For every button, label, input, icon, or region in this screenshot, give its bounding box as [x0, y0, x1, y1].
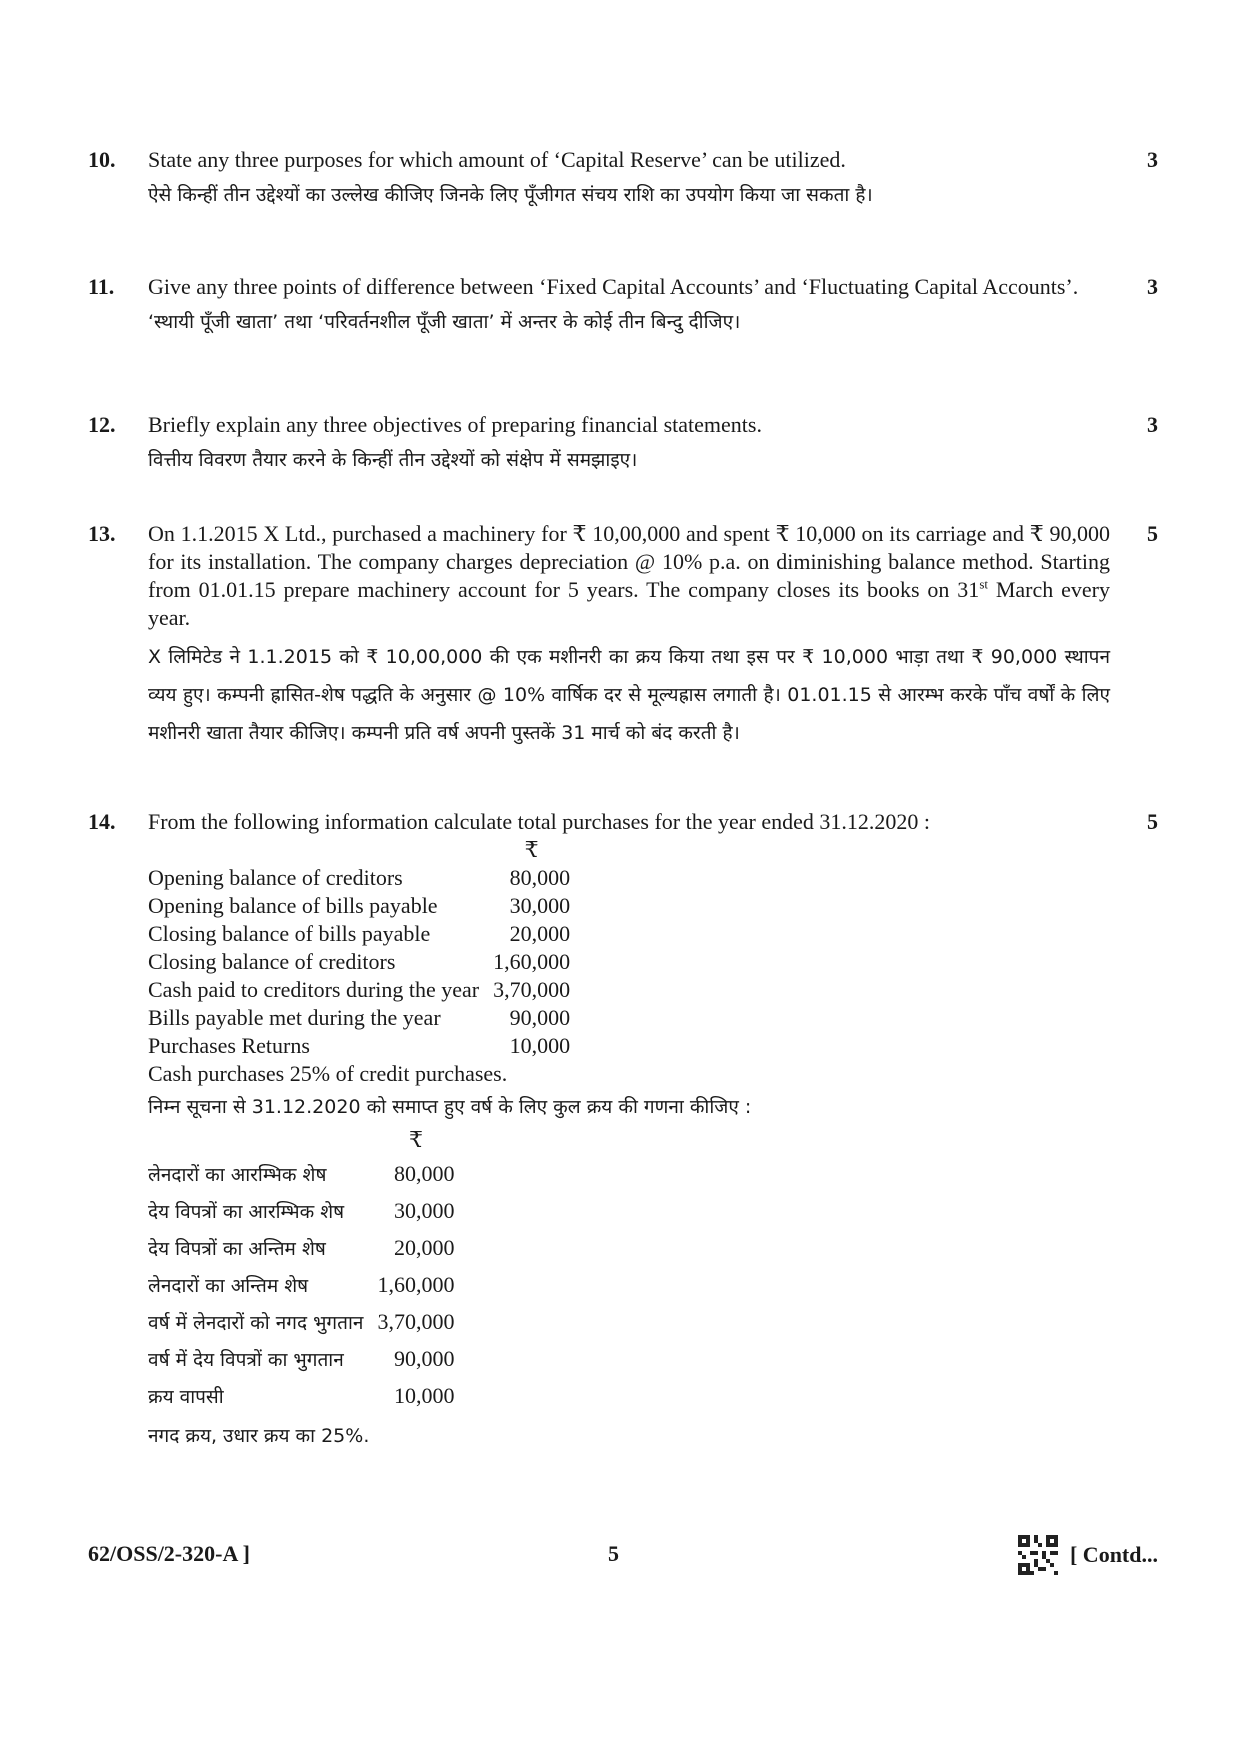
- table-row: [148, 1193, 454, 1230]
- row-label: क्रय वापसी: [148, 1386, 224, 1408]
- currency-symbol: ₹: [408, 1127, 423, 1152]
- question-number: 14.: [88, 809, 116, 834]
- row-amount: 3,70,000: [493, 977, 571, 1002]
- row-amount: 20,000: [393, 1235, 455, 1260]
- row-label: Opening balance of bills payable: [148, 893, 438, 918]
- row-amount: 1,60,000: [493, 949, 571, 974]
- row-amount: 30,000: [509, 893, 571, 918]
- question-11: [88, 273, 1158, 339]
- row-label: वर्ष में लेनदारों को नगद भुगतान: [148, 1312, 364, 1334]
- table-row: [148, 1032, 570, 1060]
- question-marks: 5: [1147, 521, 1158, 546]
- table-row: [148, 892, 570, 920]
- data-table-hindi: [148, 1124, 454, 1415]
- table-row: [148, 948, 570, 976]
- question-text-english: [148, 520, 1110, 632]
- paper-code: 62/OSS/2-320-A ]: [88, 1541, 250, 1566]
- row-amount: 80,000: [393, 1161, 455, 1186]
- question-number: 12.: [88, 412, 116, 437]
- qr-code-icon: [1018, 1535, 1058, 1575]
- page-number: 5: [608, 1541, 619, 1566]
- row-amount: 10,000: [509, 1033, 571, 1058]
- continued-label: [ Contd...: [1069, 1542, 1158, 1567]
- row-amount: 1,60,000: [377, 1272, 455, 1297]
- question-text-english-main: On 1.1.2015 X Ltd., purchased a machinery for ₹ 10,00,000 and spent ₹ 10,000 on its carriage and ₹ 90,000 for its installation. The company charges depreciation @ 10% p.a. on diminishing balance method. Starting from 01.01.15 prepare machinery account for 5 years. The company closes its books on 31: [148, 521, 1110, 602]
- question-text-hindi: ‘स्थायी पूँजी खाता’ तथा ‘परिवर्तनशील पूँजी खाता’ में अन्तर के कोई तीन बिन्दु दीजिए।: [148, 311, 741, 333]
- row-label: लेनदारों का अन्तिम शेष: [148, 1275, 309, 1297]
- table-row: [148, 1004, 570, 1032]
- question-14: [88, 808, 1158, 1453]
- question-marks: 3: [1147, 412, 1158, 437]
- row-label: Bills payable met during the year: [148, 1005, 441, 1030]
- question-13: [88, 520, 1158, 752]
- question-text-english: Give any three points of difference between ‘Fixed Capital Accounts’ and ‘Fluctuating Capital Accounts’.: [148, 274, 1079, 299]
- note-english: Cash purchases 25% of credit purchases.: [148, 1061, 508, 1086]
- row-label: Opening balance of creditors: [148, 865, 403, 890]
- row-label: लेनदारों का आरम्भिक शेष: [148, 1164, 327, 1186]
- row-amount: 20,000: [509, 921, 571, 946]
- table-row: [148, 1230, 454, 1267]
- row-amount: 3,70,000: [377, 1309, 455, 1334]
- row-label: Closing balance of creditors: [148, 949, 396, 974]
- row-label: देय विपत्रों का अन्तिम शेष: [148, 1238, 326, 1260]
- question-text-hindi: ऐसे किन्हीं तीन उद्देश्यों का उल्लेख कीजिए जिनके लिए पूँजीगत संचय राशि का उपयोग किया जा सकता है।: [148, 184, 873, 206]
- table-row: [148, 1304, 454, 1341]
- table-row: [148, 1378, 454, 1415]
- table-row: [148, 864, 570, 892]
- footer-right: [1018, 1535, 1158, 1575]
- question-number: 13.: [88, 521, 116, 546]
- currency-row: [148, 1124, 454, 1156]
- row-amount: 90,000: [509, 1005, 571, 1030]
- row-amount: 80,000: [509, 865, 571, 890]
- row-amount: 30,000: [393, 1198, 455, 1223]
- question-number: 11.: [88, 274, 115, 299]
- question-10: [88, 146, 1158, 212]
- currency-row: [148, 836, 570, 864]
- table-row: [148, 920, 570, 948]
- table-row: [148, 1267, 454, 1304]
- table-row: [148, 1341, 454, 1378]
- row-label: Purchases Returns: [148, 1033, 310, 1058]
- table-row: [148, 1156, 454, 1193]
- question-text-hindi: X लिमिटेड ने 1.1.2015 को ₹ 10,00,000 की एक मशीनरी का क्रय किया तथा इस पर ₹ 10,000 भाड़ा तथा ₹ 90,000 स्थापन व्यय हुए। कम्पनी ह्रासित-शेष पद्धति के अनुसार @ 10% वार्षिक दर से मूल्यह्रास लगाती है। 01.01.15 से आरम्भ करके पाँच वर्षों के लिए मशीनरी खाता तैयार कीजिए। कम्पनी प्रति वर्ष अपनी पुस्तकें 31 मार्च को बंद करती है।: [148, 646, 1110, 744]
- question-marks: 3: [1147, 147, 1158, 172]
- data-table-english: [148, 836, 570, 1060]
- question-text-english: Briefly explain any three objectives of preparing financial statements.: [148, 412, 762, 437]
- row-label: वर्ष में देय विपत्रों का भुगतान: [148, 1349, 344, 1371]
- question-12: [88, 411, 1158, 477]
- question-number: 10.: [88, 147, 116, 172]
- question-marks: 5: [1147, 809, 1158, 834]
- question-text-hindi: वित्तीय विवरण तैयार करने के किन्हीं तीन उद्देश्यों को संक्षेप में समझाइए।: [148, 449, 638, 471]
- row-label: देय विपत्रों का आरम्भिक शेष: [148, 1201, 345, 1223]
- table-row: [148, 976, 570, 1004]
- question-intro-english: From the following information calculate total purchases for the year ended 31.12.2020 :: [148, 809, 930, 834]
- question-text-english-end: March every year.: [148, 577, 1111, 630]
- superscript-st: st: [979, 576, 988, 592]
- question-intro-hindi: निम्न सूचना से 31.12.2020 को समाप्त हुए वर्ष के लिए कुल क्रय की गणना कीजिए :: [148, 1096, 752, 1118]
- note-hindi: नगद क्रय, उधार क्रय का 25%.: [148, 1425, 370, 1447]
- row-amount: 10,000: [393, 1383, 455, 1408]
- currency-symbol: ₹: [524, 837, 539, 862]
- question-marks: 3: [1147, 274, 1158, 299]
- row-label: Closing balance of bills payable: [148, 921, 431, 946]
- row-amount: 90,000: [393, 1346, 455, 1371]
- row-label: Cash paid to creditors during the year: [148, 977, 480, 1002]
- question-text-english: State any three purposes for which amount of ‘Capital Reserve’ can be utilized.: [148, 147, 846, 172]
